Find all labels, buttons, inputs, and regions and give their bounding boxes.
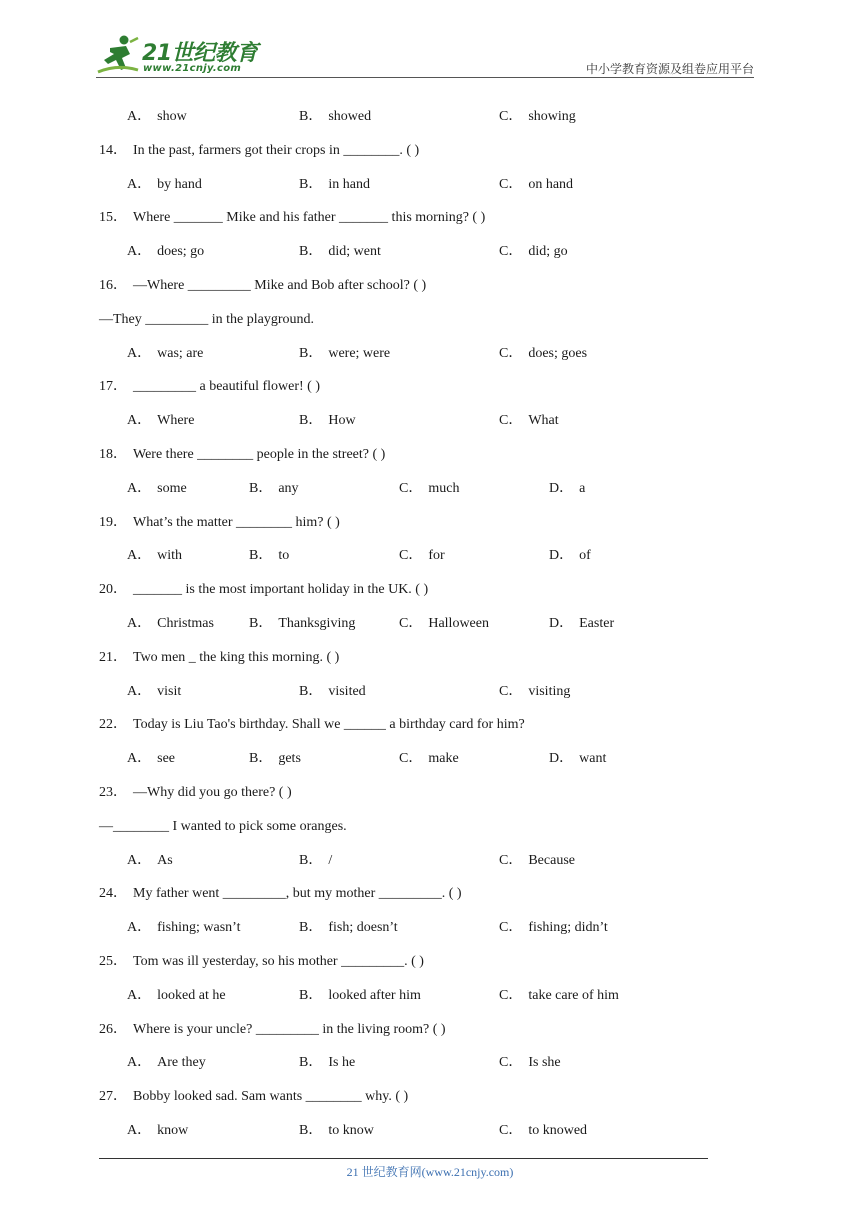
question-number: 20．	[99, 582, 127, 598]
option-text: in hand	[328, 176, 370, 192]
option-label: C．	[499, 683, 523, 699]
option-text: Christmas	[157, 615, 214, 631]
option-c[interactable]	[499, 1046, 561, 1080]
option-c[interactable]	[499, 675, 570, 709]
option-a[interactable]	[127, 539, 182, 573]
question-number: 21．	[99, 649, 127, 665]
option-text: want	[579, 751, 607, 767]
option-b[interactable]	[299, 404, 356, 438]
option-label: C．	[499, 413, 523, 429]
question-row	[0, 201, 860, 235]
question-number: 16．	[99, 277, 127, 293]
logo-name: 21世纪教育	[142, 41, 258, 66]
question-row	[0, 1080, 860, 1114]
question-row	[0, 269, 860, 303]
option-label: A．	[127, 751, 152, 767]
question-number: 15．	[99, 210, 127, 226]
option-text: was; are	[157, 345, 204, 361]
question-text: Bobby looked sad. Sam wants ________ why. ( )	[133, 1089, 409, 1105]
question-text: In the past, farmers got their crops in ________. ( )	[133, 142, 420, 158]
option-label: B．	[299, 109, 323, 124]
question-text: _________ a beautiful flower! ( )	[133, 379, 320, 395]
option-b[interactable]	[249, 539, 289, 573]
option-label: D．	[549, 751, 574, 767]
option-label: B．	[299, 987, 323, 1003]
option-text: of	[579, 548, 591, 564]
question-text: What’s the matter ________ him? ( )	[133, 514, 340, 530]
option-label: C．	[399, 615, 423, 631]
options-row	[0, 404, 860, 438]
question-text: Today is Liu Tao's birthday. Shall we ______ a birthday card for him?	[133, 717, 525, 733]
option-label: B．	[299, 244, 323, 260]
option-text: much	[428, 480, 460, 496]
option-label: B．	[299, 176, 323, 192]
option-a[interactable]	[127, 472, 187, 506]
option-label: A．	[127, 852, 152, 868]
option-a[interactable]	[127, 100, 187, 134]
question-text: Where _______ Mike and his father _______ this morning? ( )	[133, 210, 486, 226]
option-c[interactable]	[499, 100, 576, 134]
options-row	[0, 337, 860, 371]
option-text: a	[579, 480, 586, 496]
question-number: 22．	[99, 717, 127, 733]
logo-url: www.21cnjy.com	[143, 63, 242, 74]
question-number: 26．	[99, 1021, 127, 1037]
question-text: Where is your uncle? _________ in the living room? ( )	[133, 1021, 446, 1037]
option-text: looked at he	[157, 987, 226, 1003]
option-a[interactable]	[127, 168, 202, 202]
option-text: visiting	[528, 683, 571, 699]
option-label: A．	[127, 176, 152, 192]
option-text: on hand	[528, 176, 574, 192]
option-c[interactable]	[499, 404, 559, 438]
question-text: My father went _________, but my mother _________. ( )	[133, 886, 462, 902]
option-text: Because	[528, 852, 575, 868]
option-label: C．	[499, 176, 523, 192]
option-b[interactable]	[249, 607, 355, 641]
option-d[interactable]	[549, 742, 606, 776]
option-c[interactable]	[499, 235, 568, 269]
option-text: showed	[328, 109, 372, 124]
option-label: B．	[299, 1055, 323, 1071]
option-c[interactable]	[499, 844, 575, 878]
question-subline: —________ I wanted to pick some oranges.	[99, 818, 347, 834]
footer-divider	[99, 1158, 708, 1159]
option-text: fishing; wasn’t	[157, 920, 241, 936]
option-text: fish; doesn’t	[328, 920, 398, 936]
option-text: fishing; didn’t	[528, 920, 608, 936]
option-text: gets	[278, 751, 301, 767]
option-text: to	[278, 548, 290, 564]
option-text: for	[428, 548, 445, 564]
option-label: A．	[127, 683, 152, 699]
options-row	[0, 607, 860, 641]
option-b[interactable]	[299, 675, 366, 709]
options-row	[0, 1046, 860, 1080]
options-row	[0, 472, 860, 506]
option-c[interactable]	[499, 979, 619, 1013]
question-row	[0, 370, 860, 404]
question-row	[0, 708, 860, 742]
option-a[interactable]	[127, 235, 204, 269]
question-row	[0, 506, 860, 540]
option-c[interactable]	[499, 337, 587, 371]
option-b[interactable]	[299, 100, 371, 134]
question-number: 19．	[99, 514, 127, 530]
option-label: B．	[299, 852, 323, 868]
option-b[interactable]	[299, 337, 390, 371]
option-text: show	[157, 109, 187, 124]
runner-logo-icon	[96, 34, 140, 76]
question-row	[0, 776, 860, 810]
option-text: make	[428, 751, 459, 767]
question-subline: —They _________ in the playground.	[99, 311, 315, 327]
option-label: B．	[249, 548, 273, 564]
question-text: —Why did you go there? ( )	[133, 784, 292, 800]
option-label: A．	[127, 345, 152, 361]
option-text: know	[157, 1122, 189, 1138]
option-label: A．	[127, 109, 152, 124]
option-c[interactable]	[399, 539, 445, 573]
options-row	[0, 675, 860, 709]
option-b[interactable]	[299, 911, 398, 945]
option-label: D．	[549, 548, 574, 564]
option-label: C．	[399, 751, 423, 767]
question-number: 17．	[99, 379, 127, 395]
option-b[interactable]	[249, 742, 301, 776]
option-label: B．	[249, 480, 273, 496]
option-label: A．	[127, 615, 152, 631]
question-row	[0, 945, 860, 979]
question-text: Were there ________ people in the street? ( )	[133, 446, 386, 462]
option-c[interactable]	[399, 742, 459, 776]
question-row	[0, 573, 860, 607]
question-row	[0, 641, 860, 675]
options-row	[0, 539, 860, 573]
option-label: A．	[127, 987, 152, 1003]
option-b[interactable]	[299, 168, 370, 202]
options-row	[0, 742, 860, 776]
option-label: C．	[499, 1055, 523, 1071]
option-label: C．	[499, 852, 523, 868]
option-text: Easter	[579, 615, 615, 631]
option-text: /	[328, 852, 333, 868]
option-label: B．	[249, 615, 273, 631]
question-list	[0, 100, 860, 1148]
option-label: A．	[127, 480, 152, 496]
option-text: As	[157, 852, 173, 868]
option-text: How	[328, 413, 356, 429]
option-b[interactable]	[299, 1114, 374, 1148]
option-label: C．	[399, 480, 423, 496]
options-row	[0, 844, 860, 878]
option-text: does; goes	[528, 345, 588, 361]
options-row	[0, 235, 860, 269]
option-a[interactable]	[127, 742, 175, 776]
option-text: Where	[157, 413, 195, 429]
platform-title: 中小学教育资源及组卷应用平台	[585, 62, 754, 76]
option-text: to know	[328, 1122, 374, 1138]
option-label: B．	[299, 345, 323, 361]
option-label: D．	[549, 615, 574, 631]
option-text: visited	[328, 683, 366, 699]
option-c[interactable]	[399, 472, 459, 506]
option-text: visit	[157, 683, 182, 699]
question-text: _______ is the most important holiday in the UK. ( )	[133, 582, 429, 598]
option-label: A．	[127, 920, 152, 936]
option-text: any	[278, 480, 299, 496]
option-text: Is she	[528, 1055, 561, 1071]
question-number: 24．	[99, 886, 127, 902]
option-d[interactable]	[549, 539, 591, 573]
option-c[interactable]	[499, 911, 608, 945]
option-text: did; went	[328, 244, 381, 260]
question-number: 14．	[99, 142, 127, 158]
option-d[interactable]	[549, 472, 585, 506]
question-number: 18．	[99, 446, 127, 462]
option-label: A．	[127, 548, 152, 564]
option-a[interactable]	[127, 675, 181, 709]
footer-text[interactable]: 21 世纪教育网(www.21cnjy.com)	[346, 1165, 514, 1179]
option-text: Are they	[157, 1055, 206, 1071]
option-text: did; go	[528, 244, 568, 260]
question-row	[0, 877, 860, 911]
option-text: see	[157, 751, 176, 767]
question-text: —Where _________ Mike and Bob after school? ( )	[133, 277, 427, 293]
option-b[interactable]	[299, 844, 332, 878]
option-text: some	[157, 480, 187, 496]
option-b[interactable]	[249, 472, 299, 506]
option-text: does; go	[157, 244, 205, 260]
option-label: C．	[499, 920, 523, 936]
option-label: D．	[549, 480, 574, 496]
question-text: Two men _ the king this morning. ( )	[133, 649, 340, 665]
option-b[interactable]	[299, 979, 421, 1013]
option-a[interactable]	[127, 979, 226, 1013]
option-b[interactable]	[299, 235, 381, 269]
option-label: B．	[249, 751, 273, 767]
question-row	[0, 134, 860, 168]
option-text: by hand	[157, 176, 202, 192]
option-a[interactable]	[127, 1114, 188, 1148]
option-label: C．	[499, 1122, 523, 1138]
option-text: to knowed	[528, 1122, 588, 1138]
options-row	[0, 911, 860, 945]
option-label: C．	[499, 109, 523, 124]
option-label: C．	[499, 345, 523, 361]
option-a[interactable]	[127, 1046, 206, 1080]
options-row	[0, 100, 860, 134]
question-row	[0, 1013, 860, 1047]
option-text: What	[528, 413, 559, 429]
option-label: A．	[127, 1055, 152, 1071]
question-text: Tom was ill yesterday, so his mother _________. ( )	[133, 953, 424, 969]
option-a[interactable]	[127, 911, 240, 945]
option-c[interactable]	[399, 607, 489, 641]
option-label: B．	[299, 683, 323, 699]
option-b[interactable]	[299, 1046, 355, 1080]
question-number: 25．	[99, 953, 127, 969]
option-text: Halloween	[428, 615, 489, 631]
options-row	[0, 168, 860, 202]
page-header	[0, 0, 860, 80]
option-label: C．	[499, 987, 523, 1003]
option-label: A．	[127, 413, 152, 429]
option-label: B．	[299, 413, 323, 429]
option-label: A．	[127, 244, 152, 260]
options-row	[0, 979, 860, 1013]
option-text: looked after him	[328, 987, 421, 1003]
option-label: B．	[299, 1122, 323, 1138]
options-row	[0, 1114, 860, 1148]
question-number: 27．	[99, 1089, 127, 1105]
option-text: take care of him	[528, 987, 619, 1003]
option-c[interactable]	[499, 1114, 587, 1148]
site-logo[interactable]	[96, 34, 266, 78]
option-a[interactable]	[127, 404, 194, 438]
option-a[interactable]	[127, 607, 214, 641]
option-text: Is he	[328, 1055, 356, 1071]
option-label: C．	[399, 548, 423, 564]
option-a[interactable]	[127, 844, 173, 878]
option-label: B．	[299, 920, 323, 936]
question-row	[0, 438, 860, 472]
option-d[interactable]	[549, 607, 614, 641]
option-label: A．	[127, 1122, 152, 1138]
option-label: C．	[499, 244, 523, 260]
header-divider	[96, 77, 754, 78]
option-text: were; were	[328, 345, 391, 361]
option-text: showing	[528, 109, 576, 124]
option-a[interactable]	[127, 337, 203, 371]
option-c[interactable]	[499, 168, 573, 202]
question-number: 23．	[99, 784, 127, 800]
option-text: with	[157, 548, 183, 564]
option-text: Thanksgiving	[278, 615, 356, 631]
